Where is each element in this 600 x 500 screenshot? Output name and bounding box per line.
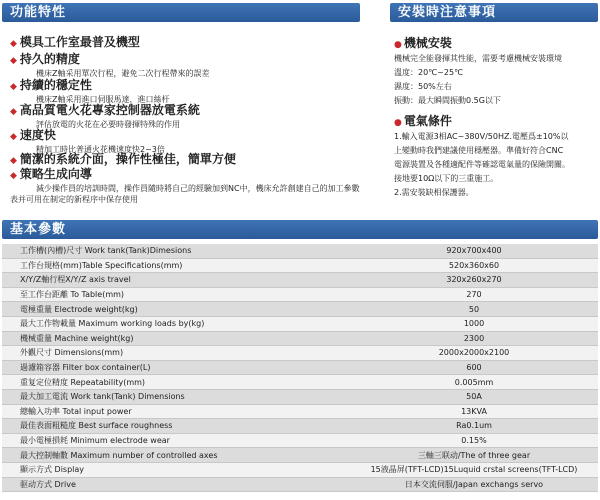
table-row (2, 477, 598, 492)
table-row (2, 346, 598, 361)
table-row (2, 433, 598, 448)
diamond-bullet-icon: ◆ (10, 156, 17, 166)
param-value: 13KVA (350, 404, 598, 419)
feature-title: 速度快 (19, 128, 56, 142)
install-line: 濕度：50%左右 (394, 82, 452, 91)
param-name: 工作台規格(mm)Table Specifications(mm) (2, 258, 350, 273)
install-line: 1.輸入電源3相AC~380V/50HZ.電壓爲±10%以 (394, 132, 569, 141)
feature-title: 持續的穩定性 (19, 78, 92, 92)
diamond-bullet-icon: ◆ (10, 132, 17, 142)
feature-item (10, 168, 365, 205)
table-row (2, 302, 598, 317)
install-line: 上變動時我們建議使用穩壓器。準備好符合CNC (394, 146, 564, 155)
diamond-bullet-icon: ◆ (10, 39, 17, 49)
param-name: 過濾箱容器 Filter box container(L) (2, 360, 350, 375)
feature-title: 簡潔的系統介面，操作性極佳，簡單方便 (19, 152, 236, 166)
install-line: 2.需安裝缺相保護器。 (394, 188, 474, 197)
param-value: 三軸三联动/The of three gear (350, 448, 598, 463)
table-row (2, 331, 598, 346)
mechanical-install-section (394, 36, 598, 108)
feature-item (10, 53, 365, 79)
feature-desc: 評估放電的火花在必要時發揮特殊的作用 (36, 120, 180, 129)
param-value: Ra0.1um (350, 419, 598, 434)
diamond-bullet-icon: ◆ (10, 82, 17, 92)
table-row (2, 273, 598, 288)
param-name: X/Y/Z軸行程X/Y/Z axis travel (2, 273, 350, 288)
param-name: 最大加工電流 Work tank(Tank) Dimensions (2, 389, 350, 404)
install-header: 安裝時注意事項 (390, 3, 598, 22)
param-value: 2300 (350, 331, 598, 346)
params-header: 基本參數 (2, 220, 598, 239)
feature-desc: 機床Z軸采用單次行程，避免二次行程帶來的誤差 (36, 69, 210, 78)
install-line: 機械完全能發揮其性能，需要考慮機械安裝環境 (394, 54, 562, 63)
feature-desc: 精加工時比普通火花機速度快2~3倍 (36, 145, 165, 154)
feature-item (10, 104, 365, 130)
param-name: 電極重量 Electrode weight(kg) (2, 302, 350, 317)
install-line: 振動：最大瞬間振動0.5G以下 (394, 96, 501, 105)
param-value: 1000 (350, 316, 598, 331)
param-value: 50 (350, 302, 598, 317)
feature-title: 模具工作室最普及機型 (19, 35, 140, 49)
install-line: 溫度：20℃~25℃ (394, 68, 464, 77)
param-name: 重复定位精度 Repeatability(mm) (2, 375, 350, 390)
param-value: 2000x2000x2100 (350, 346, 598, 361)
electrical-title: 電氣條件 (403, 114, 452, 128)
param-value: 日本交流伺服/Japan exchangs servo (350, 477, 598, 492)
feature-item (10, 36, 365, 51)
diamond-bullet-icon: ◆ (10, 171, 17, 181)
feature-title: 高品質電火花專家控制器放電系統 (19, 103, 200, 117)
table-row (2, 360, 598, 375)
param-value: 15液晶屏(TFT-LCD)15Luquid crstal screens(TFT-LCD) (350, 462, 598, 477)
param-name: 外觀尺寸 Dimensions(mm) (2, 346, 350, 361)
param-value: 0.005mm (350, 375, 598, 390)
param-value: 320x260x270 (350, 273, 598, 288)
electrical-section (394, 114, 598, 200)
table-row (2, 287, 598, 302)
table-row (2, 244, 598, 258)
param-name: 顯示方式 Display (2, 462, 350, 477)
param-value: 600 (350, 360, 598, 375)
feature-title: 策略生成向導 (19, 167, 92, 181)
param-value: 50A (350, 389, 598, 404)
param-name: 工作槽(內槽)尺寸 Work tank(Tank)Dimesions (2, 244, 350, 258)
param-name: 機械重量 Machine weight(kg) (2, 331, 350, 346)
feature-desc: 機床Z軸采用進口伺服馬達，進口絲杆 (36, 95, 170, 104)
param-name: 最大工作物載量 Maximum working loads by(kg) (2, 316, 350, 331)
params-table (2, 244, 598, 492)
mechanical-install-title: 機械安裝 (403, 36, 452, 50)
table-row (2, 462, 598, 477)
circle-bullet-icon: ● (394, 118, 402, 128)
feature-title: 持久的精度 (19, 52, 80, 66)
param-name: 驱动方式 Drive (2, 477, 350, 492)
param-value: 520x360x60 (350, 258, 598, 273)
diamond-bullet-icon: ◆ (10, 56, 17, 66)
install-line: 接地要10Ω以下的三重施工。 (394, 174, 499, 183)
param-name: 最佳表面粗糙度 Best surface roughness (2, 419, 350, 434)
circle-bullet-icon: ● (394, 40, 402, 50)
table-row (2, 258, 598, 273)
feature-item (10, 79, 365, 105)
param-name: 至工作台距離 To Table(mm) (2, 287, 350, 302)
param-value: 270 (350, 287, 598, 302)
table-row (2, 448, 598, 463)
param-name: 最小電極損耗 Minimum electrode wear (2, 433, 350, 448)
feature-item (10, 153, 365, 168)
table-row (2, 404, 598, 419)
features-header: 功能特性 (2, 3, 360, 22)
install-line: 電源裝置及各種適配件等確認電氣量的保險開關。 (394, 160, 570, 169)
table-row (2, 316, 598, 331)
param-value: 0.15% (350, 433, 598, 448)
diamond-bullet-icon: ◆ (10, 107, 17, 117)
feature-desc: 減少操作員的培訓時間，操作員隨時將自己的經驗加到NC中，機床允許創建自己的加工參數表并可用在制定的新程序中保存使用 (10, 184, 360, 204)
table-row (2, 389, 598, 404)
param-name: 總輸入功率 Total input power (2, 404, 350, 419)
table-row (2, 375, 598, 390)
table-row (2, 419, 598, 434)
param-name: 最大控制軸數 Maximum number of controlled axes (2, 448, 350, 463)
param-value: 920x700x400 (350, 244, 598, 258)
